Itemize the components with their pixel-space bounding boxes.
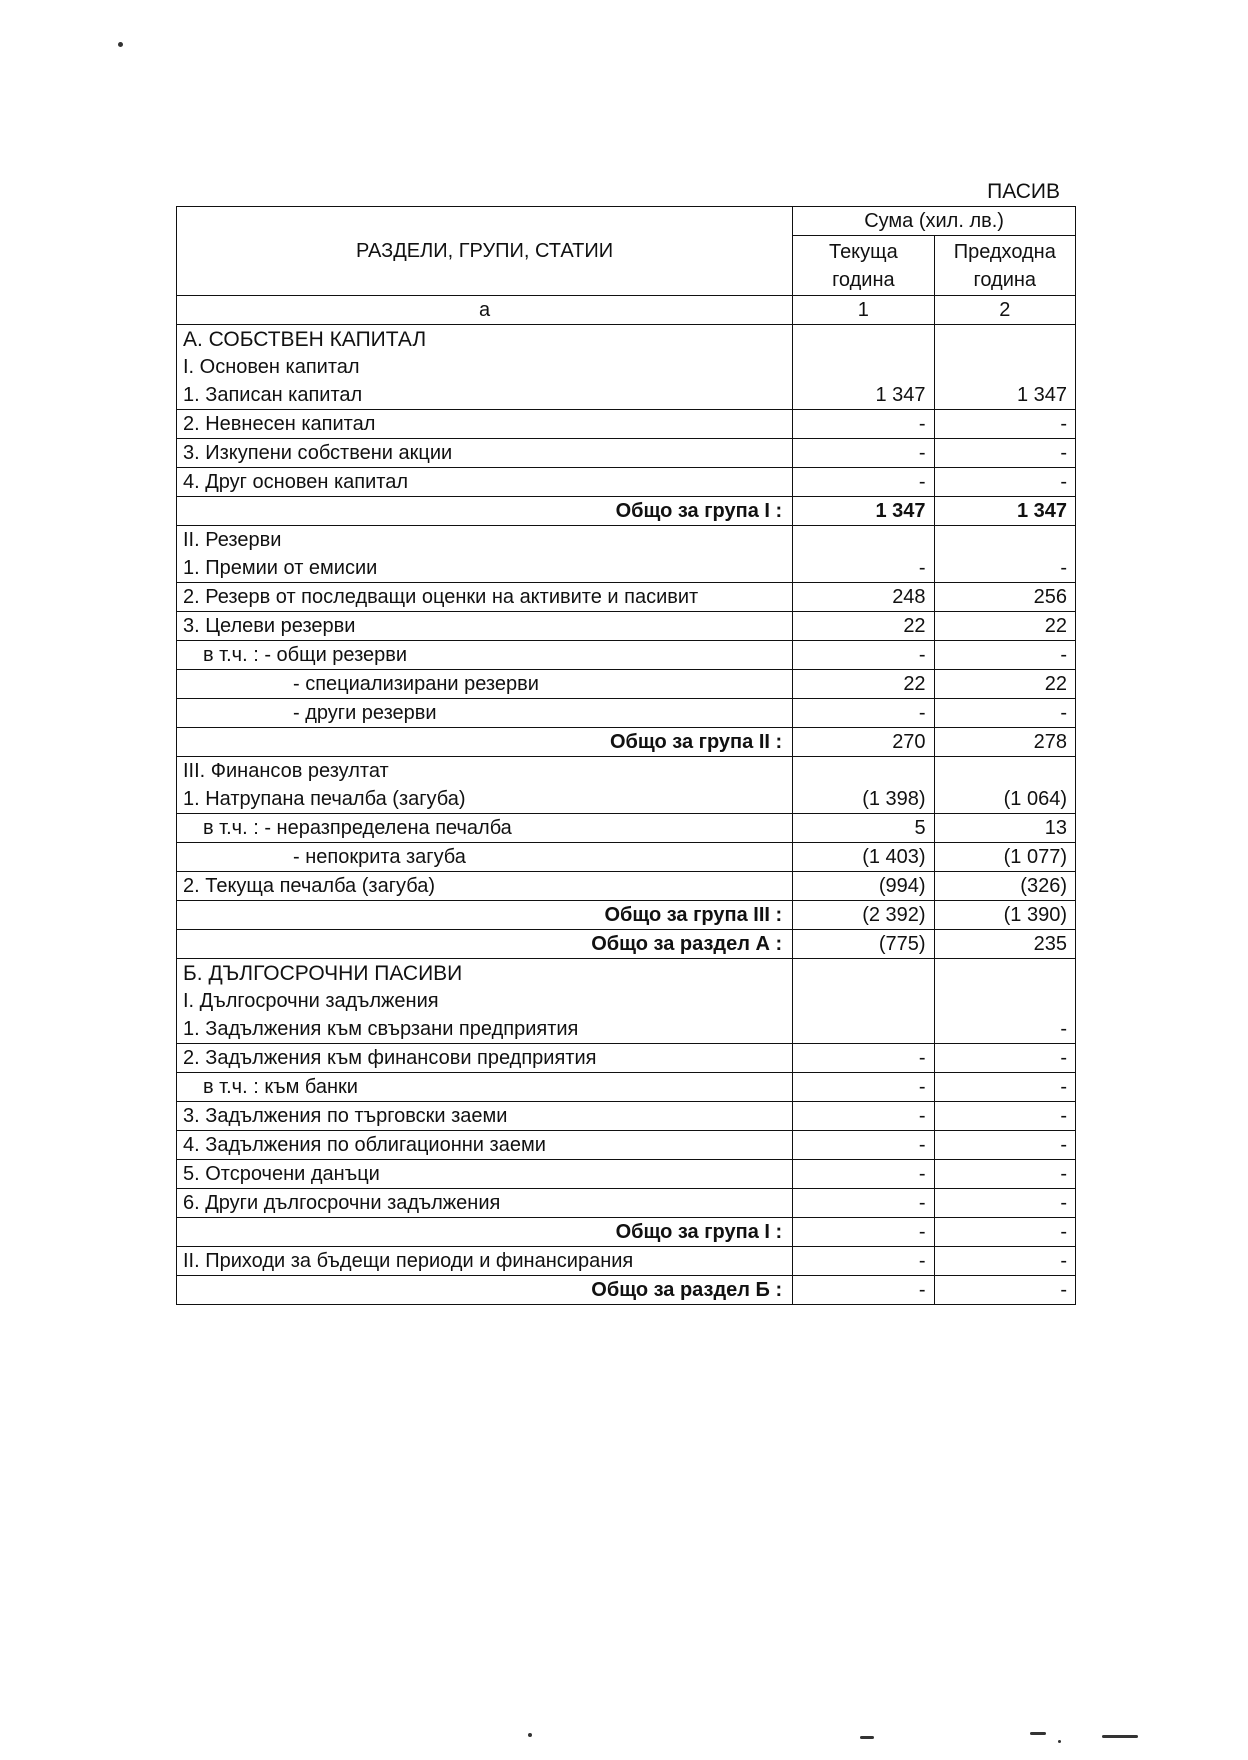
scan-speck xyxy=(1030,1732,1046,1735)
row-previous: 235 xyxy=(934,930,1075,959)
row-label: 4. Задължения по облигационни заеми xyxy=(177,1131,793,1160)
table-row xyxy=(177,468,1076,497)
total-row xyxy=(177,930,1076,959)
row-label: в т.ч. : - неразпределена печалба xyxy=(177,814,793,843)
table-row xyxy=(177,987,1076,1015)
row-current: - xyxy=(793,1102,934,1131)
liabilities-heading: ПАСИВ xyxy=(987,180,1060,203)
row-previous: - xyxy=(934,1044,1075,1073)
row-label: 1. Премии от емисии xyxy=(177,554,793,583)
row-label: Общо за група I : xyxy=(177,497,793,526)
total-row xyxy=(177,1276,1076,1305)
row-previous: 256 xyxy=(934,583,1075,612)
row-previous: (1 064) xyxy=(934,785,1075,814)
table-row xyxy=(177,1160,1076,1189)
row-previous xyxy=(934,987,1075,1015)
table-row xyxy=(177,410,1076,439)
row-current xyxy=(793,987,934,1015)
table-row xyxy=(177,872,1076,901)
table-row xyxy=(177,1044,1076,1073)
row-current: - xyxy=(793,1218,934,1247)
row-previous: - xyxy=(934,1073,1075,1102)
row-previous: 22 xyxy=(934,670,1075,699)
row-previous: 278 xyxy=(934,728,1075,757)
row-previous: - xyxy=(934,1160,1075,1189)
table-row xyxy=(177,526,1076,555)
table-row xyxy=(177,612,1076,641)
row-label: Б. ДЪЛГОСРОЧНИ ПАСИВИ xyxy=(177,959,793,988)
table-row xyxy=(177,1247,1076,1276)
row-label: в т.ч. : - общи резерви xyxy=(177,641,793,670)
row-current: (1 403) xyxy=(793,843,934,872)
row-current xyxy=(793,959,934,988)
row-previous xyxy=(934,325,1075,354)
table-row xyxy=(177,843,1076,872)
row-previous: - xyxy=(934,641,1075,670)
col-header-previous-year: Предходна година xyxy=(934,236,1075,296)
row-previous: 1 347 xyxy=(934,381,1075,410)
row-current xyxy=(793,325,934,354)
table-row xyxy=(177,699,1076,728)
row-current: 1 347 xyxy=(793,497,934,526)
row-previous xyxy=(934,353,1075,381)
total-row xyxy=(177,901,1076,930)
row-current xyxy=(793,1015,934,1044)
row-previous: - xyxy=(934,439,1075,468)
row-label: - непокрита загуба xyxy=(177,843,793,872)
table-row xyxy=(177,1073,1076,1102)
row-current: - xyxy=(793,699,934,728)
total-row xyxy=(177,497,1076,526)
table-row xyxy=(177,959,1076,988)
row-current: 1 347 xyxy=(793,381,934,410)
row-current: - xyxy=(793,1189,934,1218)
header-row-1 xyxy=(177,207,1076,236)
table-row xyxy=(177,641,1076,670)
row-previous: - xyxy=(934,410,1075,439)
col-header-current-year: Текуща година xyxy=(793,236,934,296)
scan-speck xyxy=(860,1736,874,1739)
col-header-sections: РАЗДЕЛИ, ГРУПИ, СТАТИИ xyxy=(177,207,793,296)
row-previous: - xyxy=(934,1189,1075,1218)
row-previous: 13 xyxy=(934,814,1075,843)
row-label: 1. Записан капитал xyxy=(177,381,793,410)
row-current: - xyxy=(793,554,934,583)
balance-sheet-liabilities-table xyxy=(176,206,1076,1305)
row-previous: (1 077) xyxy=(934,843,1075,872)
row-label: 2. Текуща печалба (загуба) xyxy=(177,872,793,901)
row-current: 270 xyxy=(793,728,934,757)
row-label: - други резерви xyxy=(177,699,793,728)
table-row xyxy=(177,785,1076,814)
row-label: 3. Изкупени собствени акции xyxy=(177,439,793,468)
row-label: 3. Задължения по търговски заеми xyxy=(177,1102,793,1131)
row-label: 1. Натрупана печалба (загуба) xyxy=(177,785,793,814)
row-label: II. Резерви xyxy=(177,526,793,555)
table-row xyxy=(177,1015,1076,1044)
row-current: (2 392) xyxy=(793,901,934,930)
row-current: - xyxy=(793,1131,934,1160)
table-row xyxy=(177,583,1076,612)
row-current: 248 xyxy=(793,583,934,612)
total-row xyxy=(177,728,1076,757)
row-current: - xyxy=(793,641,934,670)
index-row xyxy=(177,296,1076,325)
row-current: - xyxy=(793,1073,934,1102)
row-label: 5. Отсрочени данъци xyxy=(177,1160,793,1189)
row-current: - xyxy=(793,1160,934,1189)
row-label: 2. Невнесен капитал xyxy=(177,410,793,439)
row-current: - xyxy=(793,410,934,439)
row-current: 22 xyxy=(793,612,934,641)
row-label: Общо за група II : xyxy=(177,728,793,757)
row-previous xyxy=(934,959,1075,988)
row-label: III. Финансов резултат xyxy=(177,757,793,786)
row-label: I. Основен капитал xyxy=(177,353,793,381)
table-row xyxy=(177,814,1076,843)
row-label: 1. Задължения към свързани предприятия xyxy=(177,1015,793,1044)
row-current: (1 398) xyxy=(793,785,934,814)
row-previous: - xyxy=(934,1218,1075,1247)
row-previous: (1 390) xyxy=(934,901,1075,930)
table-row xyxy=(177,1131,1076,1160)
table-row xyxy=(177,670,1076,699)
row-current: - xyxy=(793,468,934,497)
table-row xyxy=(177,757,1076,786)
row-label: 2. Задължения към финансови предприятия xyxy=(177,1044,793,1073)
row-current: - xyxy=(793,1044,934,1073)
row-label: 4. Друг основен капитал xyxy=(177,468,793,497)
table-row xyxy=(177,1189,1076,1218)
total-row xyxy=(177,1218,1076,1247)
row-current xyxy=(793,526,934,555)
row-previous: 22 xyxy=(934,612,1075,641)
row-previous: - xyxy=(934,1276,1075,1305)
row-previous xyxy=(934,526,1075,555)
row-previous: - xyxy=(934,1015,1075,1044)
index-1: 1 xyxy=(793,296,934,325)
row-label: 3. Целеви резерви xyxy=(177,612,793,641)
table-row xyxy=(177,353,1076,381)
row-previous: 1 347 xyxy=(934,497,1075,526)
table-row xyxy=(177,554,1076,583)
table-row xyxy=(177,381,1076,410)
row-previous: - xyxy=(934,699,1075,728)
row-label: в т.ч. : към банки xyxy=(177,1073,793,1102)
scan-speck xyxy=(118,42,123,47)
row-current xyxy=(793,353,934,381)
row-previous: - xyxy=(934,554,1075,583)
row-label: 6. Други дългосрочни задължения xyxy=(177,1189,793,1218)
scan-speck xyxy=(1058,1740,1061,1743)
row-previous: (326) xyxy=(934,872,1075,901)
row-current: - xyxy=(793,439,934,468)
table-row xyxy=(177,1102,1076,1131)
row-previous: - xyxy=(934,468,1075,497)
row-label: Общо за раздел Б : xyxy=(177,1276,793,1305)
row-previous: - xyxy=(934,1102,1075,1131)
row-previous: - xyxy=(934,1247,1075,1276)
row-current: - xyxy=(793,1276,934,1305)
index-a: а xyxy=(177,296,793,325)
row-previous xyxy=(934,757,1075,786)
row-current xyxy=(793,757,934,786)
table-row xyxy=(177,325,1076,354)
row-current: 5 xyxy=(793,814,934,843)
row-current: 22 xyxy=(793,670,934,699)
row-current: - xyxy=(793,1247,934,1276)
row-label: I. Дългосрочни задължения xyxy=(177,987,793,1015)
row-label: 2. Резерв от последващи оценки на активите и пасивит xyxy=(177,583,793,612)
scan-speck xyxy=(1102,1735,1138,1738)
row-label: II. Приходи за бъдещи периоди и финансирания xyxy=(177,1247,793,1276)
index-2: 2 xyxy=(934,296,1075,325)
row-previous: - xyxy=(934,1131,1075,1160)
row-current: (994) xyxy=(793,872,934,901)
col-header-amount: Сума (хил. лв.) xyxy=(793,207,1076,236)
row-label: Общо за раздел А : xyxy=(177,930,793,959)
row-label: Общо за група III : xyxy=(177,901,793,930)
scan-speck xyxy=(528,1733,532,1737)
table-row xyxy=(177,439,1076,468)
row-label: А. СОБСТВЕН КАПИТАЛ xyxy=(177,325,793,354)
row-label: - специализирани резерви xyxy=(177,670,793,699)
row-current: (775) xyxy=(793,930,934,959)
row-label: Общо за група I : xyxy=(177,1218,793,1247)
